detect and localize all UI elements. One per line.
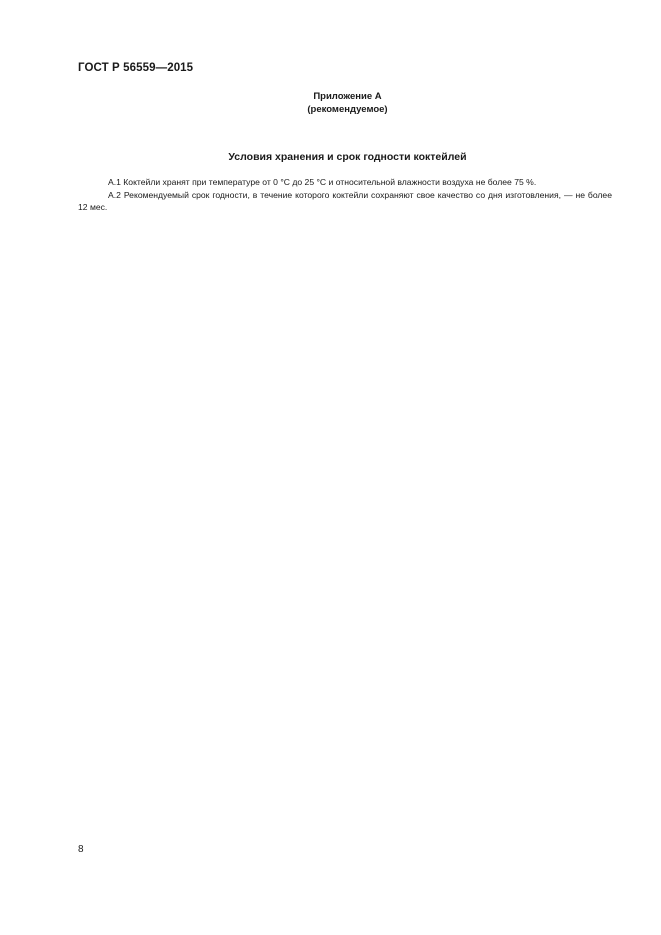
annex-body bbox=[78, 176, 612, 214]
section-title: Условия хранения и срок годности коктейлей bbox=[228, 151, 467, 163]
page-number: 8 bbox=[78, 844, 84, 855]
annex-status: (рекомендуемое) bbox=[307, 104, 388, 115]
paragraph-a1: А.1 Коктейли хранят при температуре от 0 °С до 25 °С и относительной влажности воздуха не более 75 %. bbox=[108, 177, 537, 187]
annex-title: Приложение А bbox=[313, 91, 382, 102]
paragraph-a2: А.2 Рекомендуемый срок годности, в течение которого коктейли сохраняют свое качество со дня изготовления, — не более 12 мес. bbox=[78, 189, 612, 213]
standard-code-header: ГОСТ Р 56559—2015 bbox=[78, 62, 194, 74]
